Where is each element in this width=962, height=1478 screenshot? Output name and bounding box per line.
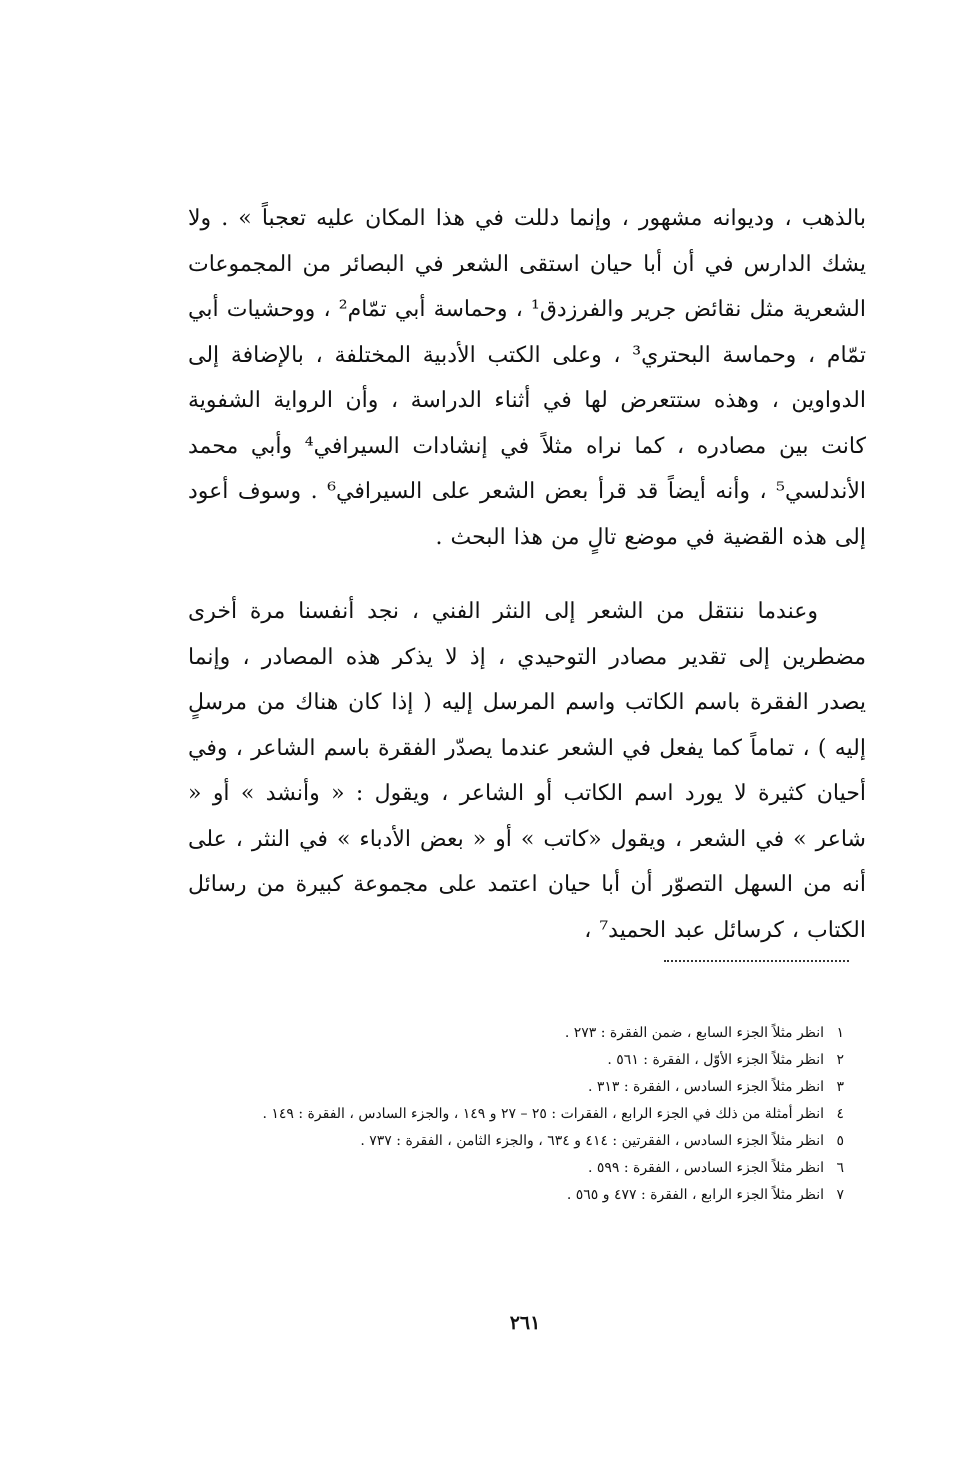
footnote-text: انظر مثلاً الجزء الأوّل ، الفقرة : ٥٦١ .	[607, 1052, 824, 1068]
footnotes-list	[154, 1020, 844, 1209]
footnote-item	[154, 1155, 844, 1182]
footnote-item	[154, 1101, 844, 1128]
footnote-number: ٥	[836, 1133, 844, 1149]
footnote-text: انظر مثلاً الجزء السادس ، الفقرة : ٥٩٩ .	[587, 1160, 824, 1176]
paragraph: بالذهب ، وديوانه مشهور ، وإنما دللت في هذا المكان عليه تعجباً » . ولا يشك الدارس في أن أبا حيان استقى الشعر في البصائر من المجموعات الشعرية مثل نقائض جرير والفرزدق¹ ، وحماسة أبي تمّام² ، ووحشيات أبي تمّام ، وحماسة البحتري³ ، وعلى الكتب الأدبية المختلفة ، بالإضافة إلى الدواوين ، وهذه ستتعرض لها في أثناء الدراسة ، وأن الرواية الشفوية كانت بين مصادره ، كما نراه مثلاً في إنشادات السيرافي⁴ وأبي محمد الأندلسي⁵ ، وأنه أيضاً قد قرأ بعض الشعر على السيرافي⁶ . وسوف أعود إلى هذه القضية في موضع تالٍ من هذا البحث .	[188, 206, 867, 550]
footnote-text: انظر مثلاً الجزء السابع ، ضمن الفقرة : ٢٧٣ .	[564, 1025, 824, 1041]
footnote-item	[154, 1128, 844, 1155]
footnote-text: انظر مثلاً الجزء السادس ، الفقرتين : ٤١٤ و ٦٣٤ ، والجزء الثامن ، الفقرة : ٧٣٧ .	[360, 1133, 824, 1149]
footnote-number: ٢	[836, 1052, 844, 1068]
page-number: ٢٦١	[509, 1312, 541, 1334]
body-text	[188, 196, 866, 953]
footnote-item	[154, 1047, 844, 1074]
footnote-number: ٣	[836, 1079, 844, 1095]
footnote-item	[154, 1182, 844, 1209]
footnote-text: انظر مثلاً الجزء الرابع ، الفقرة : ٤٧٧ و ٥٦٥ .	[566, 1187, 824, 1203]
footnote-number: ٧	[836, 1187, 844, 1203]
footnote-number: ٤	[836, 1106, 844, 1122]
footnote-separator	[664, 960, 849, 962]
footnote-text: انظر أمثلة من ذلك في الجزء الرابع ، الفقرات : ٢٥ – ٢٧ و ١٤٩ ، والجزء السادس ، الفقرة : ١٤٩ .	[262, 1106, 824, 1122]
footnote-item	[154, 1074, 844, 1101]
footnote-number: ١	[836, 1025, 844, 1041]
paragraph: وعندما ننتقل من الشعر إلى النثر الفني ، نجد أنفسنا مرة أخرى مضطرين إلى تقدير مصادر التوحيدي ، إذ لا يذكر هذه المصادر ، وإنما يصدر الفقرة باسم الكاتب واسم المرسل إليه ( إذا كان هناك من مرسلٍ إليه ) ، تماماً كما يفعل في الشعر عندما يصدّر الفقرة باسم الشاعر ، وفي أحيان كثيرة لا يورد اسم الكاتب أو الشاعر ، ويقول : « وأنشد » أو « شاعر » في الشعر ، ويقول «كاتب » أو « بعض الأدباء » في النثر ، على أنه من السهل التصوّر أن أبا حيان اعتمد على مجموعة كبيرة من رسائل الكتاب ، كرسائل عبد الحميد⁷ ،	[188, 599, 866, 943]
footnote-number: ٦	[836, 1160, 844, 1176]
footnote-item	[154, 1020, 844, 1047]
footnote-text: انظر مثلاً الجزء السادس ، الفقرة : ٣١٣ .	[587, 1079, 824, 1095]
